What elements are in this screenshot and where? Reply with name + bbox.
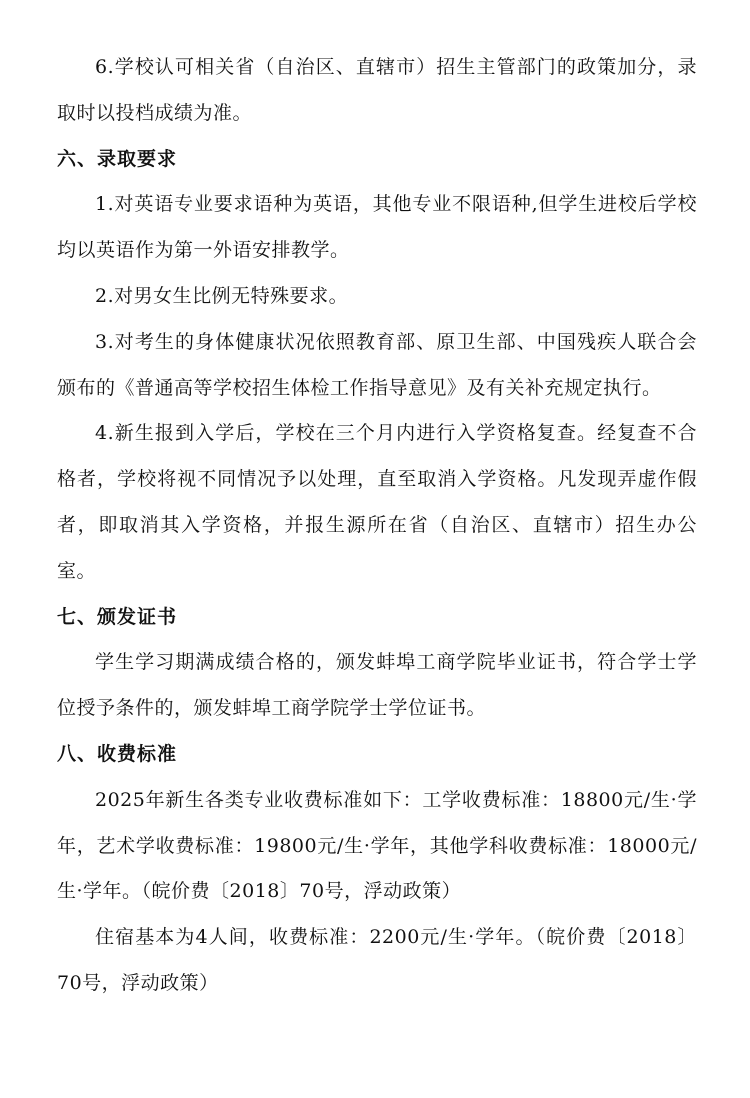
paragraph-language-requirement: 1.对英语专业要求语种为英语，其他专业不限语种,但学生进校后学校均以英语作为第一外语安排教学。 xyxy=(57,193,697,262)
paragraph-tuition-fees: 2025年新生各类专业收费标准如下：工学收费标准：18800元/生·学年，艺术学收费标准：19800元/生·学年，其他学科收费标准：18000元/生·学年。（皖价费〔2018〕70号，浮动政策） xyxy=(57,788,697,903)
paragraph-certificates: 学生学习期满成绩合格的，颁发蚌埠工商学院毕业证书，符合学士学位授予条件的，颁发蚌埠工商学院学士学位证书。 xyxy=(57,651,697,720)
section-heading-fee-standards: 八、收费标准 xyxy=(57,742,178,765)
section-heading-certificates: 七、颁发证书 xyxy=(57,605,178,628)
document-body xyxy=(57,45,697,1007)
paragraph-health-requirement: 3.对考生的身体健康状况依照教育部、原卫生部、中国残疾人联合会颁布的《普通高等学校招生体检工作指导意见》及有关补充规定执行。 xyxy=(57,330,697,399)
paragraph-accommodation-fees: 住宿基本为4人间，收费标准：2200元/生·学年。（皖价费〔2018〕70号，浮动政策） xyxy=(57,926,697,994)
paragraph-gender-ratio: 2.对男女生比例无特殊要求。 xyxy=(95,284,349,307)
paragraph-enrollment-review: 4.新生报到入学后，学校在三个月内进行入学资格复查。经复查不合格者，学校将视不同情况予以处理，直至取消入学资格。凡发现弄虚作假者，即取消其入学资格，并报生源所在省（自治区、直辖市）招生办公室。 xyxy=(57,422,697,582)
section-heading-admission-requirements: 六、录取要求 xyxy=(57,147,178,170)
paragraph-bonus-points-policy: 6.学校认可相关省（自治区、直辖市）招生主管部门的政策加分，录取时以投档成绩为准。 xyxy=(57,56,697,124)
